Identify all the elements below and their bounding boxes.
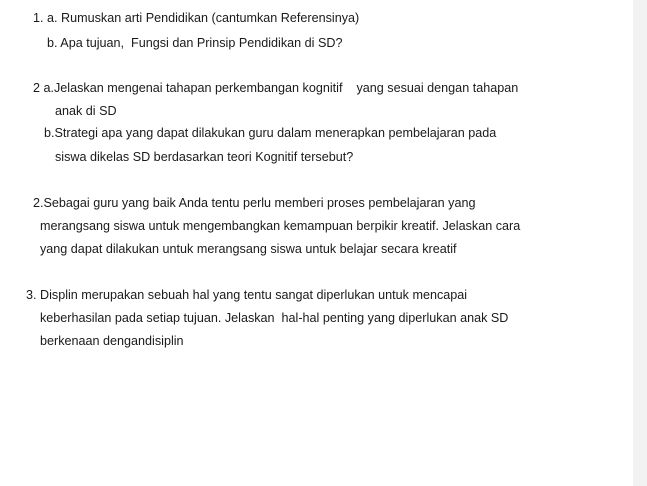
page-margin-strip (633, 0, 647, 486)
question-1b: b. Apa tujuan, Fungsi dan Prinsip Pendidikan di SD? (47, 36, 343, 50)
question-3-line1: 3. Displin merupakan sebuah hal yang tentu sangat diperlukan untuk mencapai (26, 288, 468, 302)
question-1a: 1. a. Rumuskan arti Pendidikan (cantumkan Referensinya) (33, 11, 360, 25)
question-2a-line2: anak di SD (55, 104, 117, 118)
question-2b-line1: b.Strategi apa yang dapat dilakukan guru dalam menerapkan pembelajaran pada (44, 126, 497, 140)
question-3-line3: berkenaan dengandisiplin (40, 334, 184, 348)
question-2b-line2: siswa dikelas SD berdasarkan teori Kognitif tersebut? (55, 150, 354, 164)
question-3-line2: keberhasilan pada setiap tujuan. Jelaskan hal-hal penting yang diperlukan anak SD (40, 311, 509, 325)
question-2c-line3: yang dapat dilakukan untuk merangsang siswa untuk belajar secara kreatif (40, 242, 457, 256)
question-2c-line1: 2.Sebagai guru yang baik Anda tentu perlu memberi proses pembelajaran yang (33, 196, 476, 210)
question-2c-line2: merangsang siswa untuk mengembangkan kemampuan berpikir kreatif. Jelaskan cara (40, 219, 521, 233)
question-2a-line1: 2 a.Jelaskan mengenai tahapan perkembangan kognitif yang sesuai dengan tahapan (33, 81, 519, 95)
